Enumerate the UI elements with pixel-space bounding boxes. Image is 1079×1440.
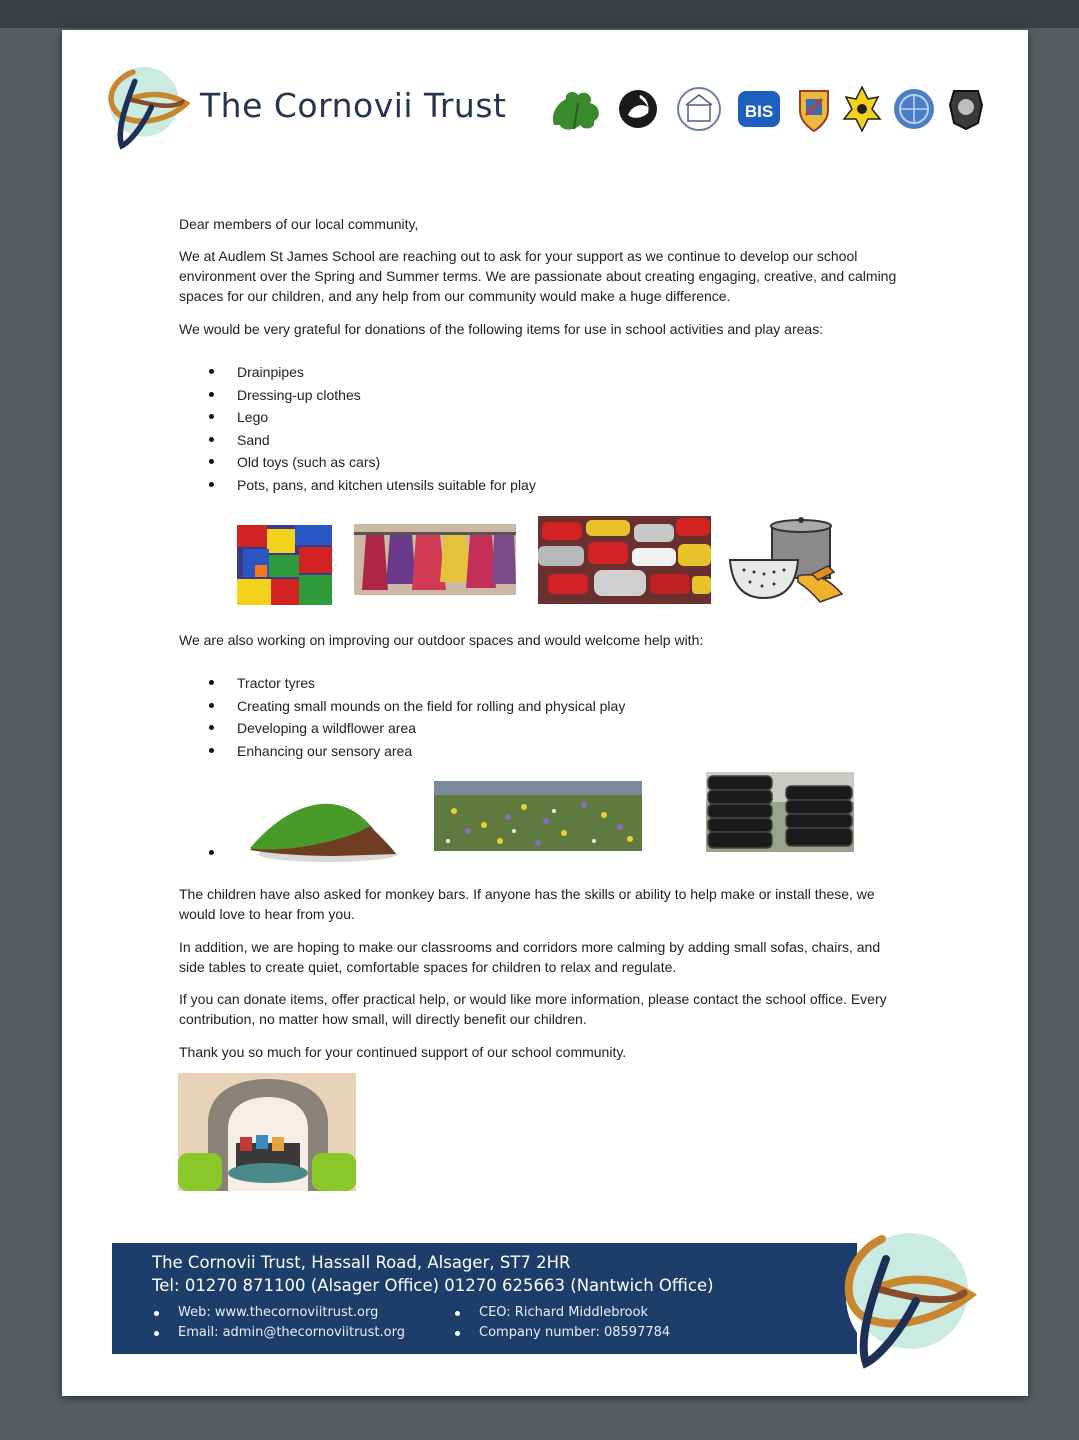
list-item: Old toys (such as cars) bbox=[179, 452, 536, 475]
yellow-emblem-badge bbox=[842, 85, 882, 133]
footer-email: Email: admin@thecornoviitrust.org bbox=[152, 1325, 405, 1340]
cornovii-trust-footer-logo bbox=[824, 1225, 980, 1375]
donations-paragraph: We would be very grateful for donations of the following items for use in school activities and play areas: bbox=[179, 321, 824, 337]
footer-web: Web: www.thecornoviitrust.org bbox=[152, 1305, 378, 1320]
greeting: Dear members of our local community, bbox=[179, 216, 419, 232]
list-item: Pots, pans, and kitchen utensils suitable for play bbox=[179, 475, 536, 498]
list-item: Dressing-up clothes bbox=[179, 385, 536, 408]
footer-ceo: CEO: Richard Middlebrook bbox=[453, 1305, 648, 1320]
trust-name: The Cornovii Trust bbox=[200, 86, 507, 125]
calming-nook-image bbox=[178, 1073, 356, 1191]
list-item: Enhancing our sensory area bbox=[179, 741, 625, 764]
contact-paragraph: If you can donate items, offer practical help, or would like more information, please contact the school office. Every contribution, no matter how small, will directly benefit our children. bbox=[179, 991, 887, 1027]
viewer-toolbar bbox=[0, 0, 1079, 28]
footer-address: The Cornovii Trust, Hassall Road, Alsager, ST7 2HR bbox=[152, 1253, 571, 1272]
lego-image bbox=[237, 525, 332, 605]
outdoor-items-list bbox=[179, 673, 625, 763]
closing-line: Thank you so much for your continued support of our school community. bbox=[179, 1044, 627, 1060]
intro-paragraph: We at Audlem St James School are reaching out to ask for your support as we continue to develop our school environment over the Spring and Summer terms. We are passionate about creating engaging, creative, and calming spaces for our children, and any help from our community would make a huge difference. bbox=[179, 248, 897, 304]
pots-and-pans-image bbox=[724, 516, 846, 606]
dark-crest-badge bbox=[946, 85, 986, 133]
footer-telephone: Tel: 01270 871100 (Alsager Office) 01270 625663 (Nantwich Office) bbox=[152, 1276, 714, 1295]
donation-items-list bbox=[179, 362, 536, 497]
toy-cars-image bbox=[538, 516, 711, 604]
shield-crest-badge bbox=[794, 85, 834, 133]
grass-mound-image bbox=[244, 790, 404, 862]
bis-badge-text: BIS bbox=[744, 102, 774, 121]
list-item: Creating small mounds on the field for rolling and physical play bbox=[179, 696, 625, 719]
bis-badge bbox=[736, 85, 782, 133]
list-item: Tractor tyres bbox=[179, 673, 625, 696]
dressing-up-clothes-image bbox=[354, 524, 516, 595]
outdoor-paragraph: We are also working on improving our outdoor spaces and would welcome help with: bbox=[179, 632, 704, 648]
list-item: Drainpipes bbox=[179, 362, 536, 385]
swan-badge bbox=[618, 85, 658, 133]
list-item: Sand bbox=[179, 430, 536, 453]
tractor-tyres-image bbox=[706, 772, 854, 852]
blue-globe-badge bbox=[892, 85, 936, 133]
list-item: Lego bbox=[179, 407, 536, 430]
document-page bbox=[62, 30, 1028, 1396]
wildflower-meadow-image bbox=[434, 781, 642, 851]
cornovii-trust-logo bbox=[98, 63, 190, 155]
oak-leaf-badge bbox=[544, 85, 606, 133]
footer-company-number: Company number: 08597784 bbox=[453, 1325, 670, 1340]
list-item: Developing a wildflower area bbox=[179, 718, 625, 741]
footer-band bbox=[112, 1243, 857, 1354]
building-crest-badge bbox=[676, 85, 722, 133]
empty-bullet bbox=[209, 850, 214, 855]
monkey-bars-paragraph: The children have also asked for monkey bars. If anyone has the skills or ability to help make or install these, we would love to hear from you. bbox=[179, 886, 875, 922]
calming-spaces-paragraph: In addition, we are hoping to make our classrooms and corridors more calming by adding small sofas, chairs, and side tables to create quiet, comfortable spaces for children to relax and regulate. bbox=[179, 939, 881, 975]
